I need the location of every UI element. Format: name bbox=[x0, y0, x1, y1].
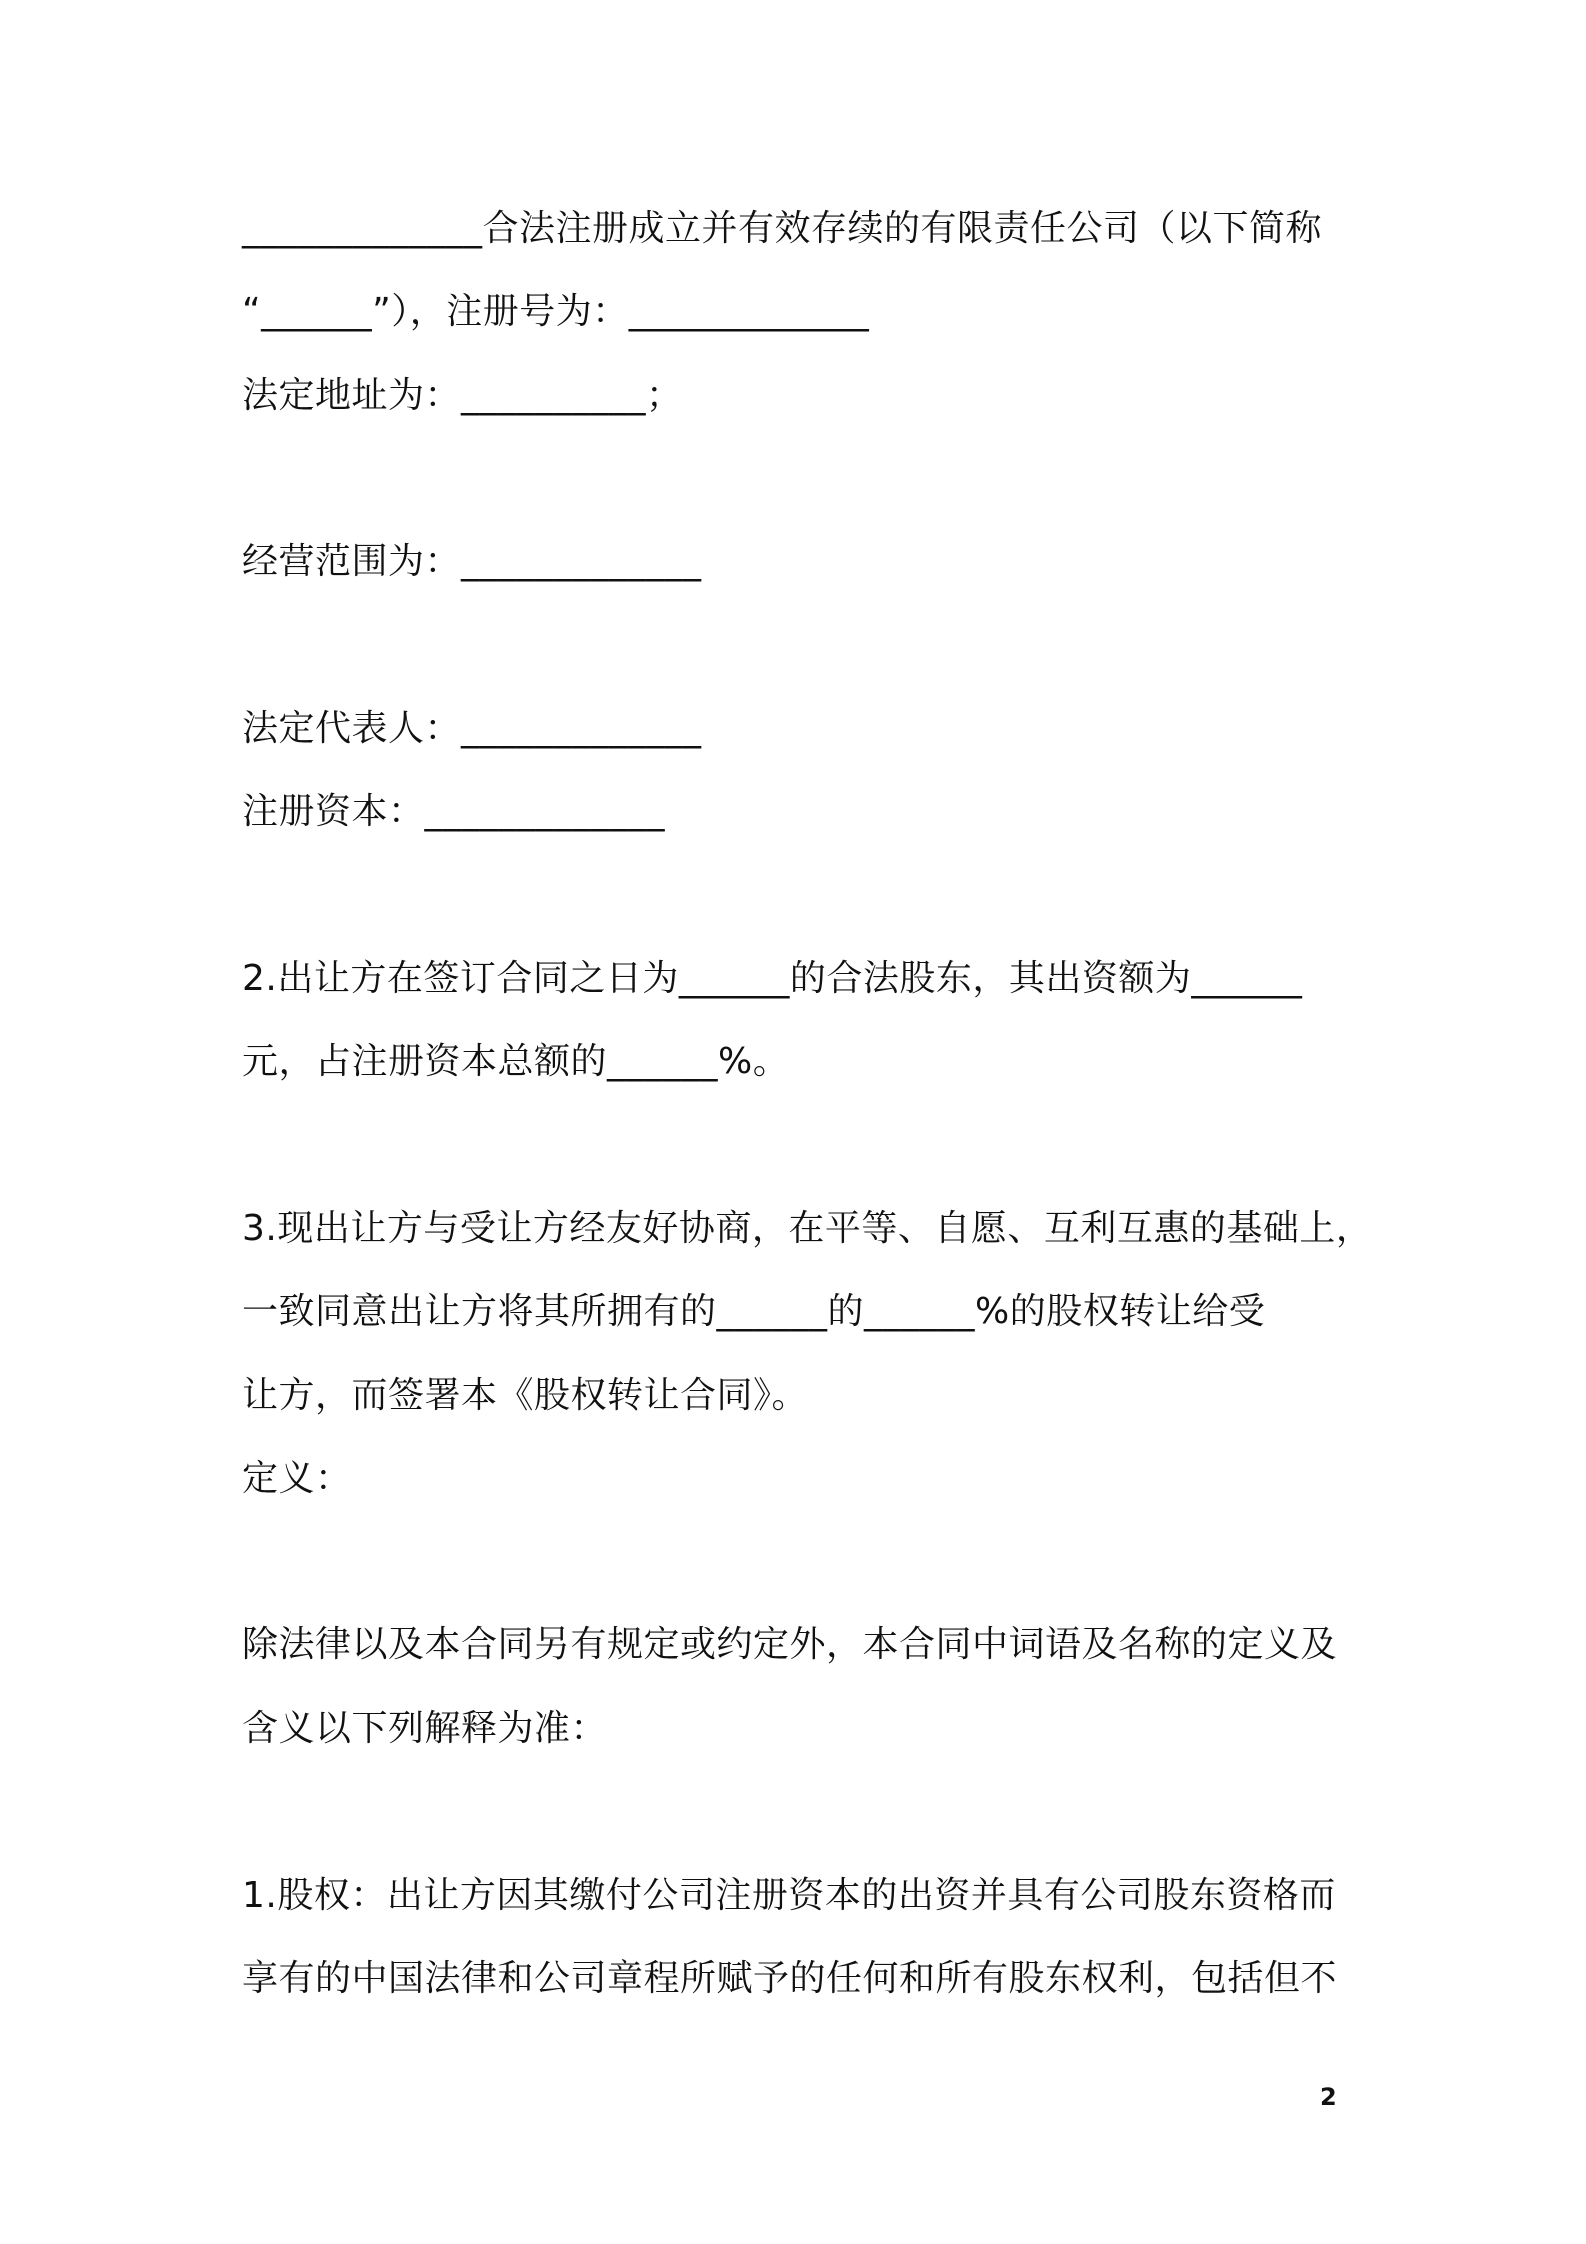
text-line: 含义以下列解释为准： bbox=[242, 1708, 608, 1749]
text-line: 除法律以及本合同另有规定或约定外，本合同中词语及名称的定义及 bbox=[242, 1624, 1338, 1665]
text-line: 经营范围为：_____________ bbox=[242, 541, 702, 582]
text-line: 享有的中国法律和公司章程所赋予的任何和所有股东权利，包括但不 bbox=[242, 1958, 1338, 1999]
text-line: 元，占注册资本总额的______%。 bbox=[242, 1041, 790, 1082]
text-line: 2.出让方在签订合同之日为______的合法股东，其出资额为______ bbox=[242, 958, 1303, 999]
text-line: 让方，而签署本《股权转让合同》。 bbox=[242, 1375, 809, 1416]
page-number: 2 bbox=[1320, 2083, 1337, 2111]
text-line: _____________合法注册成立并有效存续的有限责任公司（以下简称 bbox=[242, 208, 1323, 249]
text-line: 法定代表人：_____________ bbox=[242, 708, 702, 749]
text-line: 注册资本：_____________ bbox=[242, 791, 666, 832]
text-line: 一致同意出让方将其所拥有的______的______%的股权转让给受 bbox=[242, 1291, 1266, 1332]
text-line: 法定地址为：__________； bbox=[242, 375, 683, 416]
text-line: 3.现出让方与受让方经友好协商，在平等、自愿、互利互惠的基础上， bbox=[242, 1208, 1373, 1249]
text-line: 定义： bbox=[242, 1458, 352, 1499]
text-line: 1.股权：出让方因其缴付公司注册资本的出资并具有公司股东资格而 bbox=[242, 1875, 1336, 1916]
text-line: “______”），注册号为：_____________ bbox=[242, 291, 870, 332]
